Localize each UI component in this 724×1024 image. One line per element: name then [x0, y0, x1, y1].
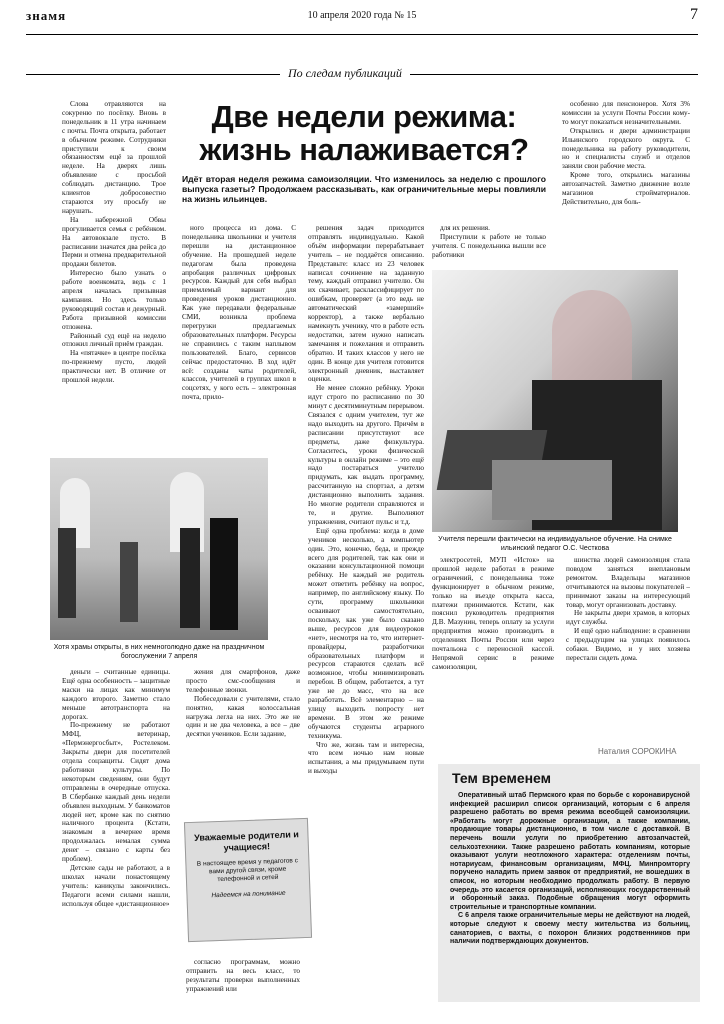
poster-body: В настоящее время у педагогов с вами другой связи, кроме телефонной и сетей	[196, 857, 299, 884]
person-2	[120, 542, 138, 622]
text-column-5: особенно для пенсионеров. Хотя 3% комиссии за услуги Почты России кому-то могут показаться незначительными. Открылись и двери администрации Ильинского городского округа. С понедельника на работу руководители, но и специалисты служб и отделов заняли свои рабочие места. Кроме того, открылись магазины автозапчастей. Заметно движение возле магазинов стройматериалов. Действительно, для боль-	[562, 100, 690, 206]
book-stack	[492, 460, 612, 520]
rubric: По следам публикаций	[280, 66, 410, 81]
person-3	[180, 528, 200, 628]
text-column-5-bottom: шинства людей самоизоляция стала поводом заняться внеплановым ремонтом. Владельцы магазинов отчитываются на вызовы покупателей – принимают заказы на интересующий товар, могут организовать доставку. Не закрыты двери храмов, в которых идут службы. И ещё одно наблюдение: в сравнении с предыдущим на улицах появилось собаки. Видимо, и у них хозяева перестали сидеть дома.	[566, 556, 690, 662]
text-column-3: решения задач приходится отправлять индивидуально. Какой объём информации перерабатывает учитель – не поддаётся описанию. Представьте: класс из 23 человек написал сочинение на заданную тему, каждый отправил учителю. Он их скачивает, расклассифицирует по ошибкам, проверяет (а это ведь не автоматический «замерший» корректор), а также вербально намекнуть ученику, что в работе есть недостатки, затем нужно написать замечания и пожелания и отправить обратно. И таких классов у него не один. В конце для учителя готовится электронный дневник, выставляет оценки. Не менее сложно ребёнку. Уроки идут строго по расписанию по 30 минут с десятиминутным перерывом. Связался с одним учителем, тут же надо выходить на другого. Причём в расписании присутствуют все предметы, даже физкультура. Согласитесь, уроки физической культуры в онлайн режиме – это ещё надо постараться учителю придумать, как выдать программу, рассчитанную на спортзал, а детям дистанционно выполнить задания. Но многие родители справляются и те, и другие. Выполняют упражнения, считают пульс и т.д. Ещё одна проблема: когда в доме учеников несколько, а компьютер один. Это, конечно, беда, и прежде всего для родителей, так как они и оказании консультационной помощи ребёнку. Не каждый же родитель может ответить ребёнку на вопрос, например, по английскому языку. По сути, программу школьники осваивают самостоятельно, поскольку, как уже было сказано выше, ресурсов для видеоуроков «нет», несмотря на то, что интернет-провайдеры, разработчики образовательных платформ и ресурсов стараются сделать всё возможное, чтобы минимизировать перебои. В общем, работается, а тут уже не до масс, что на все разработать. Всё элементарно – на улицу выходить попросту нет времени. В этом же режиме обучаются студенты аграрного техникума. Что же, жизнь там и интересна, что всем ночью нам новые испытания, а мы придумываем пути и выходы	[308, 224, 424, 776]
text-column-2: ного процесса из дома. С понедельника школьники и учителя перешли на дистанционное обучение. На прошедшей неделе педагогам была проведена апробация различных цифровых ресурсов. Каждый для себя выбрал приемлемый вариант для проведения уроков дистанционно. Как уже передавали федеральные СМИ, возникла проблема перегрузки предлагаемых образовательных платформ. Ресурсы не справились с таким наплывом пользователей. Благо, сервисов сейчас предостаточно. В ход идёт всё: созданы чаты родителей, классов, учителей в группах школ в соцсетях, у кого есть – электронная почта, прило-	[182, 224, 296, 402]
header-rule	[26, 34, 698, 35]
newspaper-logo: знамя	[26, 8, 67, 23]
sidebar-body: Оперативный штаб Пермского края по борьбе с коронавирусной инфекцией расширил список организаций, которым с 6 апреля разрешено работать во время режима всеобщей самоизоляции. «Работать могут дорожные организации, а также компании, продающие товары дистанционно, в том числе с доставкой. В перечень вошли услуги по приобретению автозапчастей, сельхозтехники. Также разрешено работать компаниям, которые оказывают услуги неотложного характера: отделениям почты, нотариусам, финансовым организациям, МФЦ. Минпромторгу поручено наладить прием заявок от предприятий, не вошедших в список, но которым необходимо продолжать работу. В первую очередь это касается организаций, исполняющих государственный и оборонный заказ. Подобные обращения могут оформить строительные и транспортные компании. С 6 апреля также ограничительные меры не действуют на людей, которые следуют к своему месту жительства из больниц, санаториев, с вахты, с похорон близких родственников при наличии подтверждающих документов.	[450, 792, 690, 946]
church-photo	[50, 458, 268, 640]
article-title: Две недели режима: жизнь налаживается?	[199, 99, 529, 167]
issue-date: 10 апреля 2020 года № 15	[307, 10, 417, 21]
sidebar-box	[438, 764, 700, 1002]
page-number: 7	[690, 6, 698, 23]
school-notice-poster	[184, 818, 312, 942]
text-column-4-bottom: электросетей, МУП «Исток» на прошлой неделе работал в режиме ограничений, с понедельника тоже функционирует в обычном режиме, только на въезде открыта касса, платежи принимаются. Кстати, как пояснил руководитель предприятия Д.В. Мазунин, теперь оплату за услуги предприятия можно производить в отделениях Почты России или через почтальона с переносной кассой. Непрямой сервис в режиме самоизоляции,	[432, 556, 554, 671]
church-caption: Хотя храмы открыты, в них немноголюдно даже на праздничном богослужении 7 апреля	[53, 644, 265, 660]
page-header	[26, 8, 698, 32]
teacher-caption: Учителя перешли фактически на индивидуальное обучение. На снимке ильинский педагог О.С. Честкова	[438, 536, 672, 552]
text-column-1: Слова отравляются на сокуреню по посёлку. Вновь в понедельник в 11 утра начинаем с почты. Почта открыта, работает в обычном режиме. Сотрудники приступили к своим обязанностям ещё за прошлой неделе. На дверях лишь объявление с просьбой соблюдать дистанцию. Трое клиентов добросовестно стараются эту просьбу не нарушать. На набережной Обвы прогуливается семья с ребёнком. На автовокзале пусто. В расписании значатся два рейса до Перми и отмена предварительной продажи билетов. Интересно было узнать о работе военкомата, ведь с 1 апреля началась призывная кампания. Но здесь только руководящий состав и дежурный. Работа призывной комиссии отложена. Районный суд ещё на неделю отложил личный приём граждан. На «пятачке» в центре посёлка по-прежнему пусто, людей практически нет. В отличие от прошлой недели.	[62, 100, 166, 385]
person-1	[58, 528, 76, 618]
author-byline: Наталия СОРОКИНА	[598, 747, 677, 756]
teacher-photo	[432, 270, 678, 532]
article-lead: Идёт вторая неделя режима самоизоляции. Что изменилось за неделю с прошлого выпуска газеты? Продолжаем рассказывать, как ограничительные меры повлияли на жизнь ильинцев.	[182, 174, 546, 204]
person-4	[210, 518, 238, 630]
text-column-4-top: для их решения. Приступили к работе не только учителя. С понедельника вышли все работники	[432, 224, 546, 259]
sidebar-title: Тем временем	[452, 770, 552, 786]
text-column-1b: деньги – считанные единицы. Ещё одна особенность – защитные маски на лицах как минимум каждого второго. Заметно стало меньше автотранспорта на дорогах. По-прежнему не работают МФЦ, ветеринар, «Пермэнергосбыт», Ростелеком. Закрыты двери для посетителей отдела соцзащиты. Сидят дома работники культуры. По некоторым сведениям, они будут отправлены в очередные отпуска. В Сбербанке каждый день недели объявлен выходным. У банкоматов людей нет, кроме как по снятию наличного процента (Кстати, знакомым в вечернее время продолжалась немалая сумма денег – связано с карты без проблем). Детские сады не работают, а в школах начали понастоящему учитель: каникулы закончились. Педагоги всеми силами нашли, используя общее «дистанционное»	[62, 668, 170, 908]
teacher-figure	[552, 290, 632, 390]
poster-footer: Надеемся на понимание	[211, 889, 286, 900]
poster-title: Уважаемые родители и учащиеся!	[193, 829, 299, 853]
text-column-2c: согласно программам, можно отправить на весь класс, то результаты проверки выполненных упражнений или	[186, 958, 300, 993]
text-column-2b: жения для смартфонов, даже просто смс-сообщения и телефонные звонки. Побеседовали с учителями, стало понятно, какая колоссальная нагрузка легла на них. Это же не один и не два человека, а все – две десятки учеников. Если задание,	[186, 668, 300, 739]
